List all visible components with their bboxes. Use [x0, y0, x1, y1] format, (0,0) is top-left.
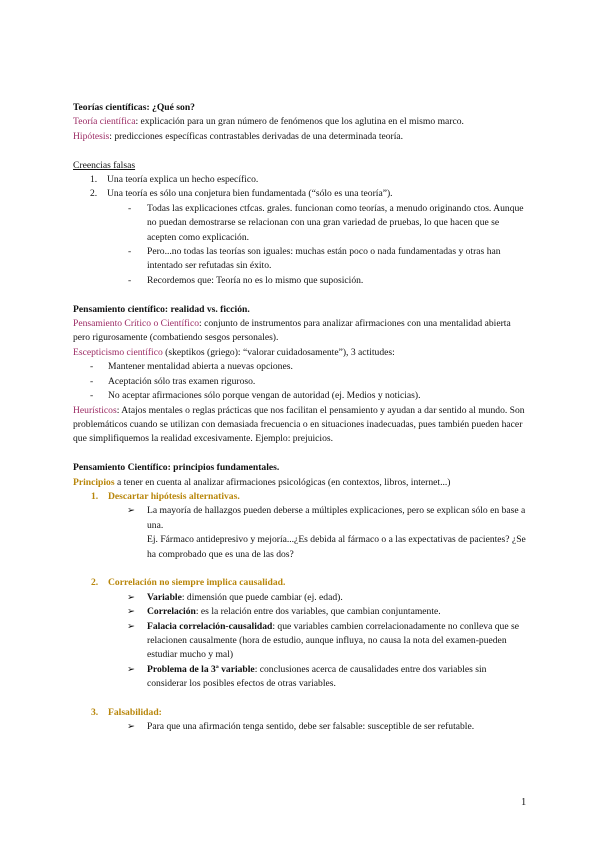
principle-heading: 3. Falsabilidad: — [91, 706, 162, 718]
list-item: 1. Una teoría explica un hecho específico. — [90, 174, 259, 186]
list-item: - No aceptar afirmaciones sólo porque vengan de autoridad (ej. Medios y noticias). — [90, 390, 421, 402]
list-item: - Aceptación sólo tras examen riguroso. — [90, 375, 256, 387]
arrow-bullet-icon: ➢ — [127, 620, 136, 632]
term-hipotesis: Hipótesis — [73, 130, 110, 142]
page-number: 1 — [521, 797, 527, 808]
arrow-bullet-icon: ➢ — [127, 721, 136, 733]
list-item: ➢ Correlación: es la relación entre dos variables, que cambian conjuntamente. — [73, 605, 527, 619]
term-heuristicos: Heurísticos — [73, 404, 117, 416]
page-content — [73, 101, 527, 735]
arrow-bullet-icon: ➢ — [127, 505, 136, 517]
principios-intro: Principios a tener en cuenta al analizar afirmaciones psicológicas (en contextos, libros, internet...) — [73, 476, 451, 488]
list-item: ➢ Para que una afirmación tenga sentido, debe ser falsable: susceptible de ser refutable. — [73, 720, 527, 734]
definition-heuristicos: Heurísticos: Atajos mentales o reglas prácticas que nos facilitan el pensamiento y ayudan a dar sentido al mundo. Son problemáticos cuando se utilizan con demasiada frecuencia o en situaciones inadecuadas, pues también pueden hacer que simplifiquemos la realidad excesivamente. Ejemplo: prejuicios. — [73, 404, 525, 445]
section-title-principios: Pensamiento Científico: principios fundamentales. — [73, 462, 280, 474]
list-item: - Mantener mentalidad abierta a nuevas opciones. — [90, 361, 293, 373]
principle-heading: 1. Descartar hipótesis alternativas. — [91, 490, 240, 502]
definition-pensamiento-critico: Pensamiento Crítico o Científico: conjunto de instrumentos para analizar afirmaciones con una mentalidad abierta pero rigurosamente (combatiendo sesgos personales). — [73, 318, 511, 344]
list-item: ➢ Problema de la 3ª variable: conclusiones acerca de causalidades entre dos variables sin considerar los posibles efectos de otras variables. — [73, 663, 527, 692]
list-item: - Pero...no todas las teorías son iguales: muchas están poco o nada fundamentadas y otras han intentado ser refutadas sin éxito. — [128, 246, 501, 272]
section-title-pensamiento: Pensamiento científico: realidad vs. ficción. — [73, 303, 250, 315]
example-text: Ej. Fármaco antidepresivo y mejoría...¿Es debida al fármaco o a las expectativas de pacientes? ¿Se ha comprobado que es una de las dos? — [147, 534, 526, 560]
arrow-bullet-icon: ➢ — [127, 663, 136, 675]
definition-teoria: Teoría científica: explicación para un gran número de fenómenos que los aglutina en el mismo marco. — [73, 116, 464, 128]
principle-heading: 2. Correlación no siempre implica causalidad. — [91, 577, 286, 589]
definition-hipotesis: Hipótesis: predicciones específicas contrastables derivadas de una determinada teoría. — [73, 130, 404, 142]
term-escepticismo: Escepticismo científico — [73, 346, 163, 358]
list-item: ➢ Falacia correlación-causalidad: que variables cambien correlacionadamente no conlleva que se relacionen causalmente (hora de estudio, aunque influya, no causa la nota del examen-pueden estudiar mucho y mal) — [73, 620, 527, 663]
term-teoria: Teoría científica — [73, 116, 136, 128]
list-item: - Todas las explicaciones ctfcas. grales. funcionan como teorías, a menudo originando ctos. Aunque no puedan demostrarse se relacionan con una gran variedad de pruebas, lo que hacen que se acepten como explicación. — [128, 202, 524, 243]
arrow-bullet-icon: ➢ — [127, 606, 136, 618]
list-item: - Recordemos que: Teoría no es lo mismo que suposición. — [128, 274, 364, 286]
list-item: 2. Una teoría es sólo una conjetura bien fundamentada (“sólo es una teoría”). — [90, 188, 393, 200]
list-item: ➢ La mayoría de hallazgos pueden deberse a múltiples explicaciones, pero se explican sólo en base a una. — [73, 504, 527, 533]
list-item: ➢ Variable: dimensión que puede cambiar (ej. edad). — [73, 591, 527, 605]
subheading-creencias: Creencias falsas — [73, 159, 136, 171]
arrow-bullet-icon: ➢ — [127, 591, 136, 603]
section-title-teorias: Teorías científicas: ¿Qué son? — [73, 102, 195, 113]
definition-escepticismo: Escepticismo científico (skeptikos (griego): “valorar cuidadosamente”), 3 actitudes: — [73, 346, 395, 358]
term-principios: Principios — [73, 476, 115, 488]
term-pensamiento-critico: Pensamiento Crítico o Científico — [73, 318, 200, 330]
